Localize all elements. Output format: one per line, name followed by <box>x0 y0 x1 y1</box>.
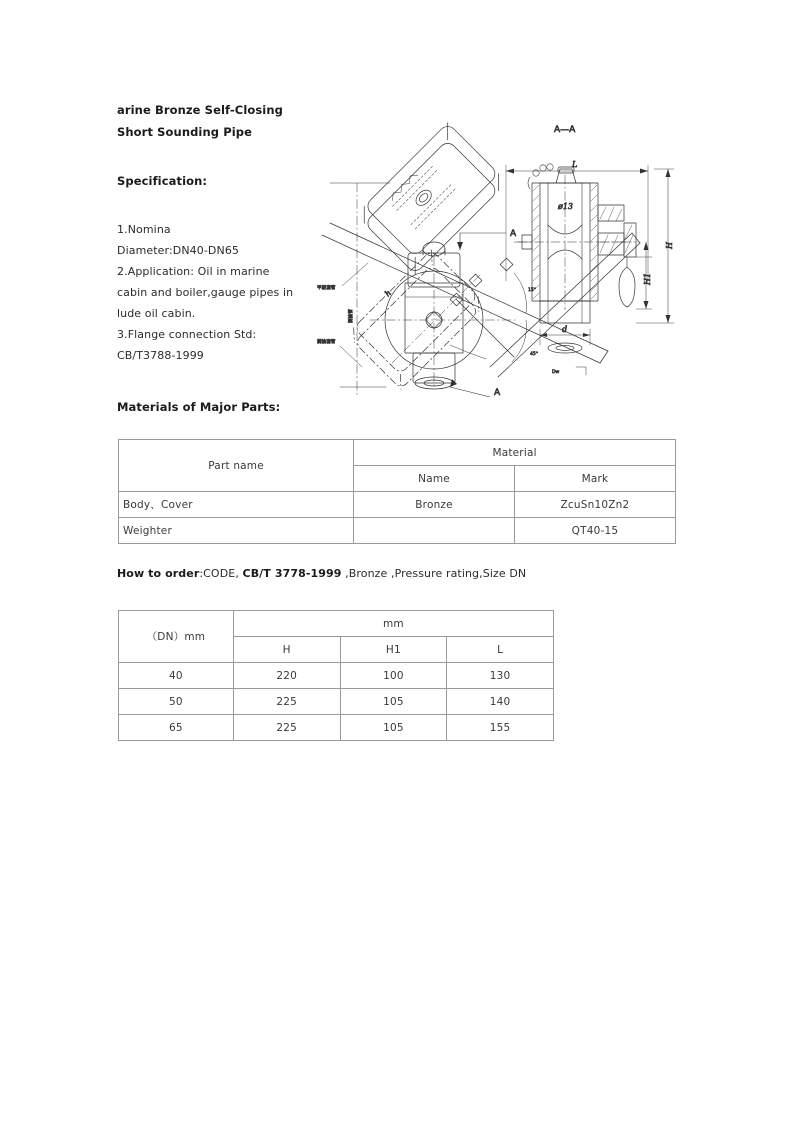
dim-h-incline: h <box>383 288 394 299</box>
section-marker-a-top: A <box>510 229 517 239</box>
note-sounding-sleeve: 测油套管 <box>317 340 336 345</box>
cell-material-mark: ZcuSn10Zn2 <box>514 492 675 518</box>
dim-dw-label: Dw <box>552 370 560 375</box>
note-sounding-pipe: 测油管 <box>349 309 354 323</box>
cell-l: 140 <box>447 689 554 715</box>
section-marker-a-bottom: A <box>494 388 501 397</box>
header-dn: （DN）mm <box>119 611 234 663</box>
cell-h: 220 <box>233 663 340 689</box>
how-to-order-separator: : <box>199 567 204 580</box>
how-to-order-code: CODE, <box>203 567 243 580</box>
drawing-section-view <box>506 125 674 375</box>
dim-h1-label: H1 <box>643 272 652 285</box>
table-row <box>119 663 554 689</box>
spec-line: CB/T3788-1999 <box>117 349 204 362</box>
table-row <box>119 518 676 544</box>
header-material: Material <box>354 440 676 466</box>
materials-heading: Materials of Major Parts: <box>117 400 281 414</box>
header-part-name: Part name <box>119 440 354 492</box>
table-row <box>119 715 554 741</box>
bore-label: ø13 <box>558 202 573 211</box>
drawing-inclined-view <box>317 123 640 397</box>
header-h: H <box>233 637 340 663</box>
header-mark: Mark <box>514 466 675 492</box>
cell-h1: 100 <box>340 663 447 689</box>
spec-line: 3.Flange connection Std: <box>117 328 257 341</box>
spec-line: 1.Nomina <box>117 223 171 236</box>
cell-l: 155 <box>447 715 554 741</box>
table-header-row <box>119 611 554 637</box>
header-h1: H1 <box>340 637 447 663</box>
cell-material-name: Bronze <box>354 492 515 518</box>
header-l: L <box>447 637 554 663</box>
spec-line: 2.Application: Oil in marine <box>117 265 270 278</box>
dimensions-table <box>118 610 554 741</box>
cell-material-mark: QT40-15 <box>514 518 675 544</box>
angle-15-label: 15° <box>528 288 537 293</box>
spec-line: Diameter:DN40-DN65 <box>117 244 240 257</box>
table-header-row <box>119 440 676 466</box>
cell-h1: 105 <box>340 689 447 715</box>
spec-line: lude oil cabin. <box>117 307 196 320</box>
cell-h: 225 <box>233 715 340 741</box>
cell-h: 225 <box>233 689 340 715</box>
materials-table <box>118 439 676 544</box>
angle-45-label: 45° <box>530 352 539 357</box>
cell-dn: 65 <box>119 715 234 741</box>
how-to-order-label: How to order <box>117 567 200 580</box>
page-title-line-2: Short Sounding Pipe <box>117 125 252 139</box>
how-to-order-standard: CB/T 3778-1999 <box>242 567 342 580</box>
how-to-order-tail: ,Bronze ,Pressure rating,Size DN <box>341 567 527 580</box>
cell-material-name <box>354 518 515 544</box>
page-title-line-1: arine Bronze Self-Closing <box>117 103 283 117</box>
section-label: A—A <box>554 125 576 135</box>
dim-h-label: H <box>665 242 674 249</box>
specification-heading: Specification: <box>117 174 208 188</box>
cell-dn: 40 <box>119 663 234 689</box>
cell-part-name: Weighter <box>119 518 354 544</box>
table-row <box>119 492 676 518</box>
cell-part-name: Body、Cover <box>119 492 354 518</box>
header-unit: mm <box>233 611 553 637</box>
table-row <box>119 689 554 715</box>
dim-l-label: L <box>572 160 578 169</box>
dim-d-label: d <box>562 325 568 334</box>
how-to-order-line <box>117 567 526 580</box>
cell-h1: 105 <box>340 715 447 741</box>
header-name: Name <box>354 466 515 492</box>
note-deck-sleeve: 甲板套管 <box>317 286 336 291</box>
technical-drawing <box>300 105 692 397</box>
spec-line: cabin and boiler,gauge pipes in <box>117 286 294 299</box>
specification-body <box>117 219 317 366</box>
cell-l: 130 <box>447 663 554 689</box>
cell-dn: 50 <box>119 689 234 715</box>
